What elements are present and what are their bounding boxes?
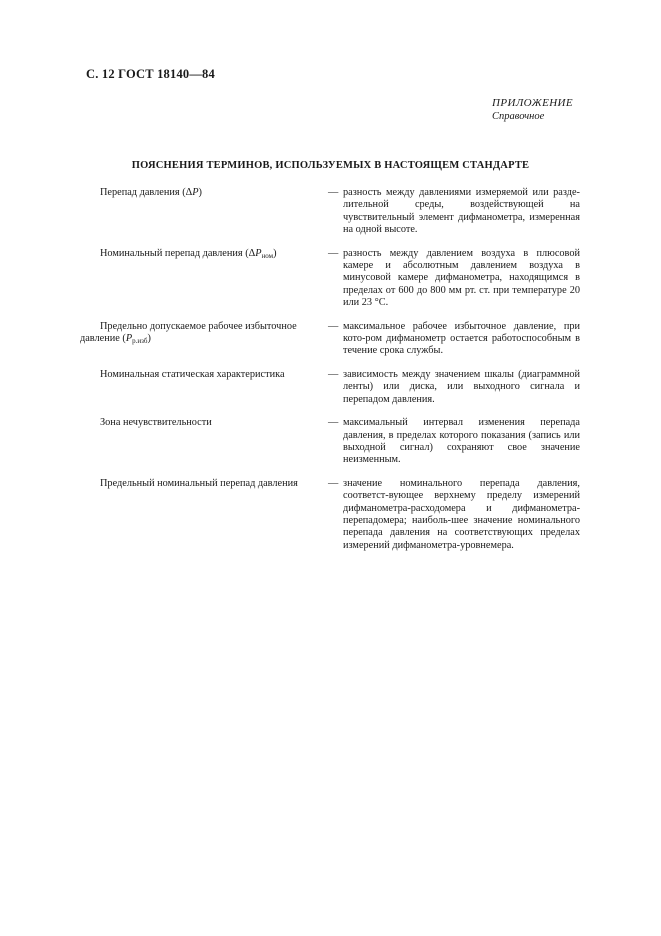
term-name-suffix: ) [147, 333, 151, 345]
appendix-subtitle: Справочное [492, 111, 545, 122]
term-name-text: Номинальная статическая характеристика [100, 368, 285, 380]
term-name-text: Зона нечувствительности [100, 417, 212, 429]
term-dash: — [328, 477, 339, 489]
term-dash: — [328, 417, 339, 429]
term-definition: максимальный интервал изменения перепада давления, в пределах которого показания (запись или выходной сигнал) сохраняют свое значение неизменным. [343, 417, 580, 466]
term-row [80, 187, 580, 237]
term-name [80, 248, 322, 262]
term-row [80, 321, 580, 358]
term-row [80, 417, 580, 467]
term-dash: — [328, 320, 339, 332]
document-title: ПОЯСНЕНИЯ ТЕРМИНОВ, ИСПОЛЬЗУЕМЫХ В НАСТОЯЩЕМ СТАНДАРТЕ [131, 160, 530, 171]
term-name-text: Перепад давления (Δ [100, 187, 193, 198]
term-definition: максимальное рабочее избыточное давление, при кото-ром дифманометр остается работоспособным в течение срока службы. [343, 320, 580, 357]
term-dash: — [328, 368, 339, 380]
term-subscript: р.изб [132, 337, 148, 346]
term-name [80, 478, 322, 490]
term-symbol: P [255, 247, 262, 259]
term-name-text: Номинальный перепад давления (Δ [100, 247, 256, 259]
term-name-suffix: ) [198, 187, 202, 198]
term-row [80, 369, 580, 406]
term-subscript: ном [261, 251, 274, 260]
term-name [80, 369, 322, 381]
appendix-title: ПРИЛОЖЕНИЕ [492, 97, 573, 109]
term-name [80, 417, 322, 429]
term-row [80, 478, 580, 552]
term-definition: разность между давлением воздуха в плюсовой камере и абсолютным давлением воздуха в минусовой камере дифманометра, находящимся в пределах от 600 до 800 мм рт. ст. при температуре 20 или 23 °С. [343, 247, 580, 309]
term-symbol: P [192, 187, 199, 198]
term-name [80, 321, 322, 348]
appendix-label [492, 97, 573, 123]
page-header: С. 12 ГОСТ 18140—84 [86, 67, 215, 81]
term-name-text: Предельно допускаемое рабочее избыточное давление ( [80, 320, 297, 345]
term-definition: разность между давлениями измеряемой или разде-лительной среды, воздействующей на чувствительный элемент дифманометра, измеренная на одной высоте. [343, 187, 580, 236]
term-definition: значение номинального перепада давления, соответст-вующее верхнему пределу измерений дифманометра-расходомера и дифманометра-перепадомера; наиболь-шее значение номинального перепада давления на соответствующих пределах измерений дифманометра-уровнемера. [343, 477, 580, 551]
term-name [80, 187, 322, 199]
term-dash: — [328, 247, 339, 259]
term-name-suffix: ) [273, 247, 277, 259]
terms-list [80, 187, 580, 552]
term-dash: — [328, 187, 339, 198]
term-definition: зависимость между значением шкалы (диаграммной ленты) или диска, или выходного сигнала и перепадом давления. [343, 368, 580, 405]
term-symbol: P [125, 333, 133, 345]
term-name-text: Предельный номинальный перепад давления [100, 477, 298, 489]
term-row [80, 248, 580, 310]
